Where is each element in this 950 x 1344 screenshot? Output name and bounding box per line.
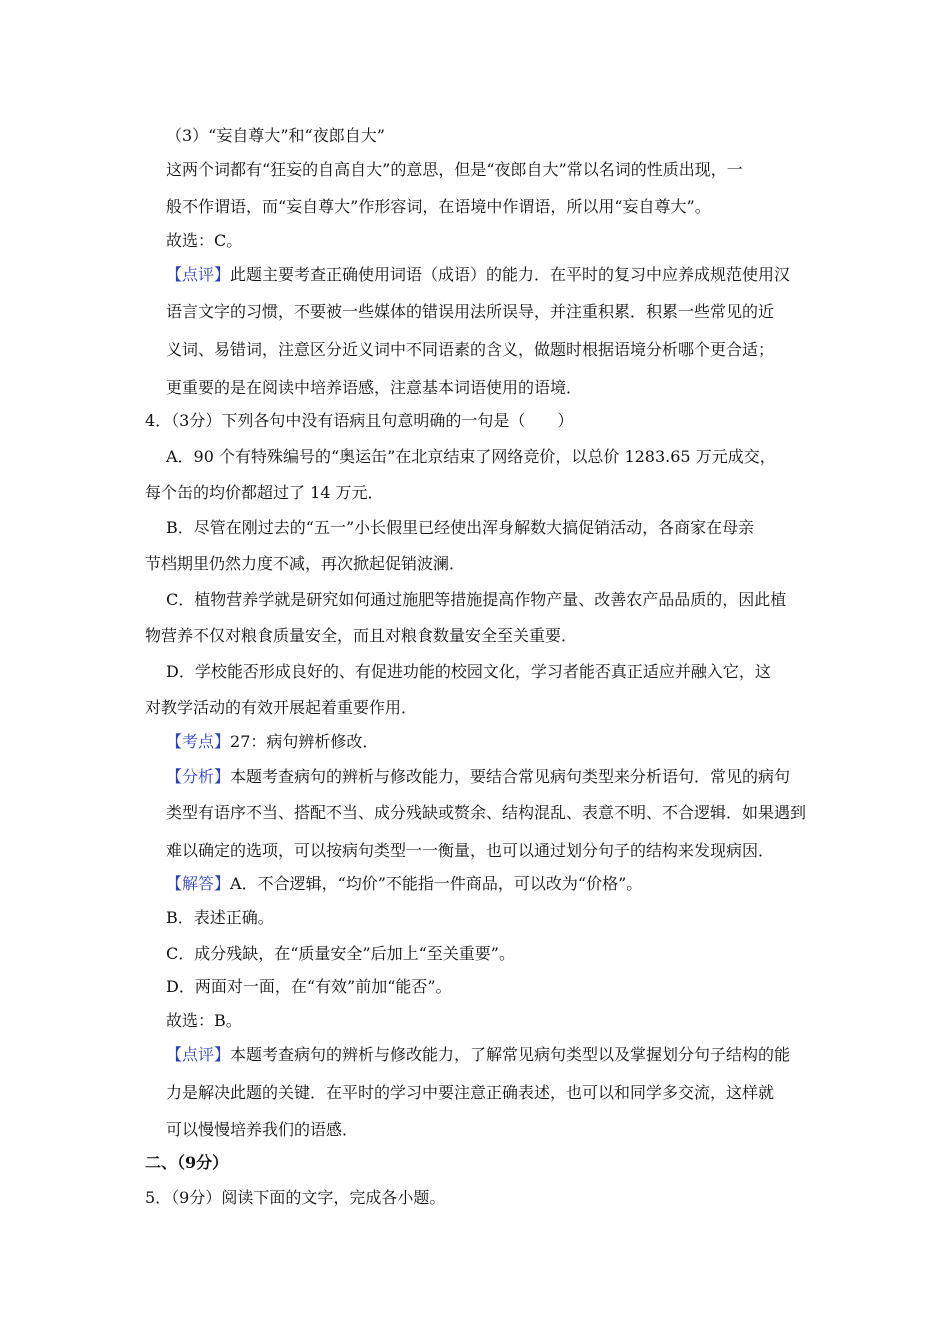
q3-explain-line: 这两个词都有“狂妄的自高自大”的意思，但是“夜郎自大”常以名词的性质出现，一 <box>166 160 743 179</box>
q4-answer-line: B．表述正确。 <box>166 908 274 927</box>
q3-choice: 故选：C。 <box>166 231 243 250</box>
q3-comment-line: 更重要的是在阅读中培养语感，注意基本词语使用的语境． <box>166 378 583 397</box>
section-heading: 二、（9分） <box>145 1153 229 1172</box>
q4-analysis-line: 类型有语序不当、搭配不当、成分残缺或赘余、结构混乱、表意不明、不合逻辑．如果遇到 <box>166 803 807 822</box>
comment-text: 此题主要考查正确使用词语（成语）的能力．在平时的复习中应养成规范使用汉 <box>230 265 791 284</box>
q4-option-c-cont: 物营养不仅对粮食质量安全，而且对粮食数量安全至关重要． <box>145 626 578 645</box>
q4-stem: 4．（3分）下列各句中没有语病且句意明确的一句是（ ） <box>145 411 574 430</box>
q4-analysis-line <box>166 766 790 788</box>
q4-answer-line: D．两面对一面，在“有效”前加“能否”。 <box>166 977 452 996</box>
q4-choice: 故选：B。 <box>166 1011 242 1030</box>
analysis-tag: 【分析】 <box>166 767 231 786</box>
q4-comment-line: 力是解决此题的关键．在平时的学习中要注意正确表述，也可以和同学多交流，这样就 <box>166 1083 775 1102</box>
answer-tag: 【解答】 <box>166 874 231 893</box>
comment-tag: 【点评】 <box>166 265 231 284</box>
q4-analysis-line: 难以确定的选项，可以按病句类型一一衡量，也可以通过划分句子的结构来发现病因． <box>166 841 775 860</box>
q5-stem: 5．（9分）阅读下面的文字，完成各小题。 <box>145 1188 446 1207</box>
point-tag: 【考点】 <box>166 732 231 751</box>
q4-comment-line: 可以慢慢培养我们的语感． <box>166 1120 359 1139</box>
comment-text: 本题考查病句的辨析与修改能力，了解常见病句类型以及掌握划分句子结构的能 <box>230 1045 791 1064</box>
q4-option-a: A．90 个有特殊编号的“奥运缶”在北京结束了网络竞价，以总价 1283.65 万元成交， <box>166 447 776 466</box>
point-text: 27：病句辨析修改． <box>230 732 379 751</box>
q4-point <box>166 731 378 753</box>
q4-answer-line <box>166 873 642 895</box>
analysis-text: 本题考查病句的辨析与修改能力，要结合常见病句类型来分析语句．常见的病句 <box>230 767 791 786</box>
q4-answer-line: C．成分残缺，在“质量安全”后加上“至关重要”。 <box>166 944 515 963</box>
q3-subtitle: （3）“妄自尊大”和“夜郎自大” <box>166 126 385 145</box>
q3-comment-line <box>166 264 790 286</box>
q4-option-b-cont: 节档期里仍然力度不减，再次掀起促销波澜． <box>145 554 466 573</box>
comment-tag: 【点评】 <box>166 1045 231 1064</box>
q3-explain-line: 般不作谓语，而“妄自尊大”作形容词，在语境中作谓语，所以用“妄自尊大”。 <box>166 197 711 216</box>
q4-option-d-cont: 对教学活动的有效开展起着重要作用． <box>145 698 418 717</box>
q3-comment-line: 义词、易错词，注意区分近义词中不同语素的含义，做题时根据语境分析哪个更合适； <box>166 340 775 359</box>
answer-text: A．不合逻辑，“均价”不能指一件商品，可以改为“价格”。 <box>230 874 643 893</box>
q3-comment-line: 语言文字的习惯，不要被一些媒体的错误用法所误导，并注重积累．积累一些常见的近 <box>166 302 775 321</box>
q4-option-d: D．学校能否形成良好的、有促进功能的校园文化，学习者能否真正适应并融入它，这 <box>166 662 771 681</box>
q4-option-c: C．植物营养学就是研究如何通过施肥等措施提高作物产量、改善农产品品质的，因此植 <box>166 590 787 609</box>
q4-option-b: B．尽管在刚过去的“五一”小长假里已经使出浑身解数大搞促销活动，各商家在母亲 <box>166 518 755 537</box>
q4-option-a-cont: 每个缶的均价都超过了 14 万元． <box>145 483 384 502</box>
q4-comment-line <box>166 1044 790 1066</box>
